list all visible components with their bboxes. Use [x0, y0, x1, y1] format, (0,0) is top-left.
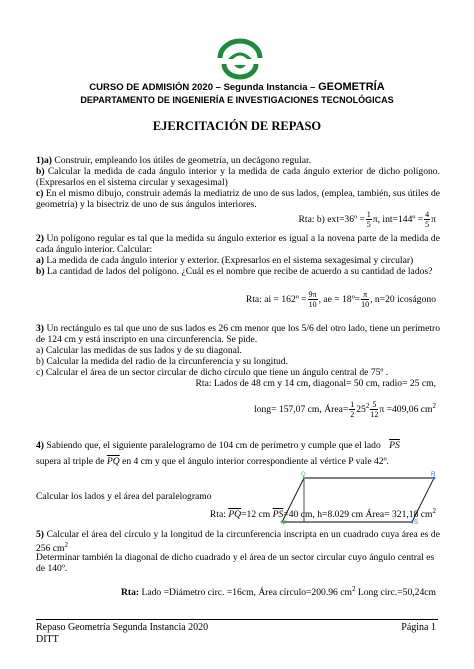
exercise-1b-label: b): [36, 166, 45, 177]
answer-1-fraction-2: [424, 210, 430, 229]
fraction-denominator: 10: [308, 300, 317, 310]
answer-3-mid: 25: [356, 404, 366, 416]
answer-5-exponent: 2: [351, 585, 356, 593]
exercise-1b: [36, 166, 440, 188]
exercise-4-line-1: [36, 440, 400, 451]
exercise-2b-label: b): [36, 266, 45, 277]
exercise-2b: [36, 266, 440, 277]
fraction-denominator: 5: [425, 220, 430, 230]
course-subject: GEOMETRÍA: [318, 81, 385, 93]
answer-5-end: Long circ.=50,24cm: [355, 587, 436, 599]
fraction-numerator: 4: [425, 210, 430, 220]
answer-3-unit-exponent: 2: [432, 402, 436, 410]
answer-segment-pq: $\overline{PQ}$: [228, 509, 242, 521]
department-header: DEPARTAMENTO DE INGENIERÍA E INVESTIGACIONES TECNOLÓGICAS: [80, 95, 394, 105]
answer-4-label: Rta:: [209, 509, 226, 521]
exercise-1a: [36, 155, 440, 166]
answer-segment-ps: $\overline{PS}$: [272, 509, 284, 521]
segment-pq: $\overline{PQ}$: [106, 456, 120, 467]
exercise-3c: c) Calcular el área de un sector circular de dicho círculo que tiene un ángulo central de 75º .: [36, 367, 389, 378]
exercise-4-question: Calcular los lados y el área del paralelogramo: [36, 491, 212, 502]
fraction-numerator: π: [363, 290, 368, 300]
exercise-3: [36, 323, 440, 345]
fraction-denominator: 5: [366, 220, 371, 230]
exercise-2a-text: La medida de cada ángulo interior y exterior. (Expresarlos en el sistema sexagesimal y circular): [44, 255, 414, 266]
answer-2-mid: , ae = 18º=: [318, 294, 361, 305]
fraction-numerator: 5: [372, 400, 377, 410]
exercise-4-text-3: en 4 cm y que el ángulo interior correspondiente al vértice P vale 42º.: [119, 456, 389, 467]
exercise-3-label: 3): [36, 323, 44, 334]
vertex-p-label: P: [283, 521, 288, 527]
answer-3-fraction-1: [349, 400, 355, 419]
answer-4-part-1: =12 cm: [241, 509, 271, 521]
answer-5-label: Rta:: [120, 587, 140, 599]
answer-4-exponent: 2: [432, 507, 436, 515]
fraction-denominator: 10: [361, 300, 370, 310]
answer-1-fraction-1: [366, 210, 372, 229]
exercise-2a: [36, 255, 440, 266]
answer-3-exponent: 2: [365, 402, 370, 410]
vertex-s-label: S: [414, 520, 419, 526]
course-header-prefix: CURSO DE ADMISIÓN 2020 – Segunda Instancia –: [89, 82, 319, 93]
segment-ps: $\overline{PS}$: [389, 440, 400, 451]
answer-2-fraction-2: [361, 290, 369, 309]
exercise-2-text: Un polígono regular es tal que la medida su ángulo exterior es igual a la novena parte de la medida de cada ángulo interior. Calcular:: [36, 233, 440, 255]
answer-1-prefix: Rta: b) ext=36º =: [298, 214, 365, 225]
course-header: [0, 82, 474, 93]
exercise-3-text: Un rectángulo es tal que uno de sus lados es 26 cm menor que los 5/6 del otro lado, tiene un perímetro de 124 cm y está inscripto en una circunferencia. Se pide.: [36, 323, 440, 345]
answer-5-text: Lado =Diámetro circ. =16cm, Área círculo=200.96 cm: [139, 587, 352, 599]
exercise-3-answer-line-2: [254, 396, 436, 420]
answer-1-mid: π, int=144º =: [372, 214, 424, 225]
answer-3-end: π =409,06 cm: [379, 404, 433, 416]
answer-2-prefix: Rta: ai = 162º =: [245, 294, 307, 305]
exercise-2b-text: La cantidad de lados del polígono. ¿Cuál es el nombre que recibe de acuerdo a su cantidad de lados?: [44, 266, 433, 277]
exercise-3b: b) Calcular la medida del radio de la circunferencia y su longitud.: [36, 356, 289, 367]
footer-left: Repaso Geometría Segunda Instancia 2020: [36, 622, 209, 633]
exercise-1-answer: [299, 210, 437, 230]
exercise-1a-text: Construir, empleando los útiles de geometría, un decágono regular.: [51, 155, 312, 166]
exercise-1c: [36, 188, 440, 210]
exercise-4-text-1: Sabiendo que, el siguiente paralelogramo de 104 cm de perímetro y cumple que el lado: [44, 440, 381, 451]
exercise-1b-text: Calcular la medida de cada ángulo interior y la medida de cada ángulo exterior de dicho polígono. (Expresarlos en el sistema circular y sexagesimal): [36, 166, 440, 188]
fraction-denominator: 2: [350, 410, 355, 420]
exercise-4-text-2: supera al triple de: [36, 456, 105, 467]
vertex-r-label: R: [431, 472, 436, 478]
exercise-2a-label: a): [36, 255, 44, 266]
answer-3-fraction-2: [370, 400, 378, 419]
fraction-numerator: 1: [366, 210, 371, 220]
answer-2-end: , n=20 icoságono: [370, 294, 436, 305]
exercise-2-answer: [246, 290, 436, 310]
answer-4-part-2: =40 cm, h=8.029 cm Área= 321,18 cm: [283, 509, 433, 521]
exercise-4-answer: [210, 506, 436, 520]
exercise-5-label: 5): [36, 529, 44, 540]
answer-1-end: π: [431, 214, 436, 225]
exercise-1c-text: En el mismo dibujo, construir además la mediatriz de uno de sus lados, (emplea, también, sus útiles de geometría) y la bisectriz de uno de sus ángulos interiores.: [36, 188, 440, 210]
university-logo: [214, 38, 266, 80]
fraction-denominator: 12: [370, 410, 379, 420]
exercise-2-label: 2): [36, 233, 44, 244]
exercise-1a-label: 1)a): [36, 155, 52, 166]
answer-3-prefix: long= 157,07 cm, Área=: [254, 404, 349, 416]
exercise-4-label: 4): [36, 440, 44, 451]
exercise-1c-label: c): [36, 188, 44, 199]
fraction-numerator: 9π: [308, 290, 317, 300]
answer-2-fraction-1: [308, 290, 318, 309]
exercise-5-text-1: Calcular el área del círculo y la longitud de la circunferencia inscripta en un cuadrado cuya área es de 256 cm: [36, 529, 440, 555]
vertex-q-label: Q: [301, 472, 306, 478]
footer-left-2: DITT: [36, 634, 59, 645]
exercise-2: [36, 233, 440, 255]
exercise-3a: a) Calcular las medidas de sus lados y de su diagonal.: [36, 345, 242, 356]
vertex-s-dot: [411, 521, 414, 524]
fraction-numerator: 1: [350, 400, 355, 410]
page-title: EJERCITACIÓN DE REPASO: [152, 119, 322, 133]
exercise-5-answer: [121, 584, 436, 598]
exercise-5-statement-1: [36, 529, 440, 554]
exercise-5-statement-2: Determinar también la diagonal de dicho cuadrado y el área de un sector circular cuyo ángulo central es de 140º.: [36, 552, 435, 574]
footer-divider: [36, 619, 438, 620]
exercise-4-line-2: [36, 456, 389, 467]
exercise-3-answer-line-1: Rta: Lados de 48 cm y 14 cm, diagonal= 50 cm, radio= 25 cm,: [195, 378, 436, 389]
exercise-5-exponent: 2: [64, 541, 69, 549]
footer-page-number: Página 1: [401, 622, 436, 633]
